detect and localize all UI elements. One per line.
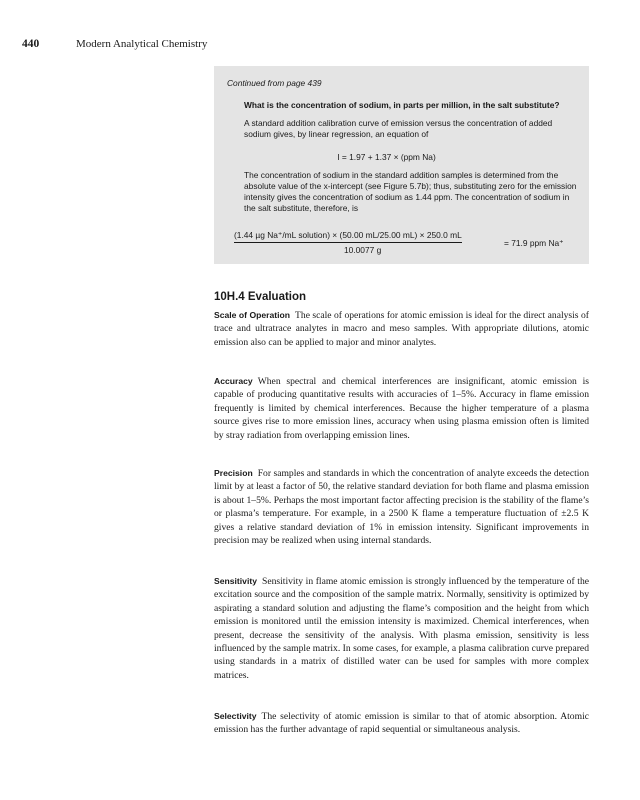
paragraph-text: The scale of operations for atomic emission is ideal for the direct analysis of trace and ultratrace analytes in macro and meso samples. With appropriate dilutions, atomic emission also can be applied to major and minor analytes. — [214, 310, 589, 348]
box-paragraph-1: A standard addition calibration curve of emission versus the concentration of added sodium gives, by linear regression, an equation of — [244, 118, 553, 139]
paragraph-sensitivity — [214, 575, 589, 682]
box-continued-label: Continued from page 439 — [227, 78, 322, 88]
box-paragraph-2: The concentration of sodium in the standard addition samples is determined from the absolute value of the x-intercept (see Figure 5.7b); thus, substituting zero for the emission intensity gives the concentration of sodium as 1.44 ppm. The concentration of sodium in the salt substitute, therefore, is — [244, 170, 577, 213]
run-in-head: Sensitivity — [214, 576, 257, 586]
box-question: What is the concentration of sodium, in parts per million, in the salt substitute? — [244, 100, 560, 110]
paragraph-text: For samples and standards in which the concentration of analyte exceeds the detection limit by at least a factor of 50, the relative standard deviation for both flame and plasma emission is about 1–5%. Perhaps the most important factor affecting precision is the stability of the flame’s or plasma’s temperature. For example, in a 2500 K flame a temperature fluctuation of ±2.5 K gives a relative standard deviation of 1% in emission intensity. Significant improvements in precision may be realized when using internal standards. — [214, 468, 589, 547]
example-box — [214, 66, 589, 264]
page-number: 440 — [22, 38, 40, 50]
run-in-head: Selectivity — [214, 711, 257, 721]
paragraph-selectivity — [214, 710, 589, 737]
paragraph-text: When spectral and chemical interferences are insignificant, atomic emission is capable of producing quantitative results with accuracies of 1–5%. Accuracy in flame emission frequently is limited by chemical interferences. Because the higher temperature of a plasma source gives rise to more emission lines, accuracy when using plasma emission often is limited by stray radiation from overlapping emission lines. — [214, 376, 589, 441]
calc-denominator: 10.0077 g — [344, 245, 382, 255]
paragraph-scale — [214, 309, 589, 349]
calc-result: = 71.9 ppm Na⁺ — [504, 238, 564, 248]
run-in-head: Precision — [214, 468, 253, 478]
box-equation: I = 1.97 + 1.37 × (ppm Na) — [337, 152, 436, 162]
run-in-head: Accuracy — [214, 376, 253, 386]
calc-numerator: (1.44 µg Na⁺/mL solution) × (50.00 mL/25.00 mL) × 250.0 mL — [234, 230, 462, 243]
paragraph-text: The selectivity of atomic emission is similar to that of atomic absorption. Atomic emission has the further advantage of rapid sequential or simultaneous analysis. — [214, 711, 589, 736]
paragraph-text: Sensitivity in flame atomic emission is strongly influenced by the temperature of the excitation source and the composition of the sample matrix. Normally, sensitivity is optimized by aspirating a standard solution and adjusting the flame’s composition and the height from which emission is monitored until the emission intensity is maximized. Chemical interferences, when present, decrease the sensitivity of the analysis. With plasma emission, sensitivity is less influenced by the sample matrix. In some cases, for example, a plasma calibration curve prepared using standards in a matrix of distilled water can be used for samples with more complex matrices. — [214, 576, 589, 681]
paragraph-precision — [214, 467, 589, 547]
paragraph-accuracy — [214, 375, 589, 442]
running-head: Modern Analytical Chemistry — [76, 38, 208, 50]
run-in-head: Scale of Operation — [214, 310, 291, 320]
section-heading: 10H.4 Evaluation — [214, 291, 307, 303]
